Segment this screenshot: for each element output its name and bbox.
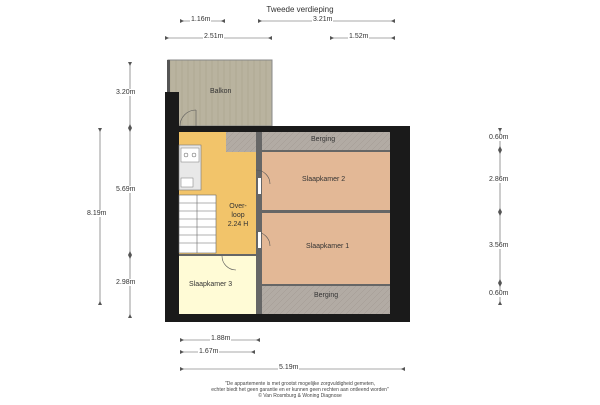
room-label-slaapkamer-1: Slaapkamer 1: [306, 243, 350, 250]
dim-right-356: 3.56m: [489, 242, 509, 249]
dim-top-152: 1.52m: [349, 33, 369, 40]
room-label-berging-top: Berging: [311, 136, 336, 143]
disclaimer-text: "De appartemente is met grootst mogelijke zorgvuldigheid gemeten, echter biedt het geen garantie en er kunnen geen rechten aan ontleend worden" © Van Rosmburg & Woning Diagnose: [211, 381, 389, 399]
room-label-slaapkamer-2: Slaapkamer 2: [302, 176, 346, 183]
dim-right-060-bottom: 0.60m: [489, 290, 509, 297]
dim-bottom-167: 1.67m: [199, 348, 219, 355]
staircase: [179, 195, 216, 253]
room-label-slaapkamer-3: Slaapkamer 3: [189, 281, 233, 288]
dim-right-286: 2.86m: [489, 176, 509, 183]
dim-left-569: 5.69m: [116, 186, 136, 193]
dim-top-321: 3.21m: [313, 16, 333, 23]
dim-bottom-519: 5.19m: [279, 364, 299, 371]
dim-left-298: 2.98m: [116, 279, 136, 286]
dim-top-116: 1.16m: [191, 16, 211, 23]
berging-bottom-area: [262, 286, 390, 314]
dim-left-819: 8.19m: [87, 210, 107, 217]
room-label-overloop: Over- loop 2.24 H: [227, 203, 249, 228]
dim-top-251: 2.51m: [204, 33, 224, 40]
room-label-balkon: Balkon: [210, 88, 232, 95]
page-title: Tweede verdieping: [266, 5, 334, 14]
dim-left-320: 3.20m: [116, 89, 136, 96]
room-label-berging-bottom: Berging: [314, 292, 339, 299]
dim-bottom-188: 1.88m: [211, 335, 231, 342]
dim-right-060-top: 0.60m: [489, 134, 509, 141]
